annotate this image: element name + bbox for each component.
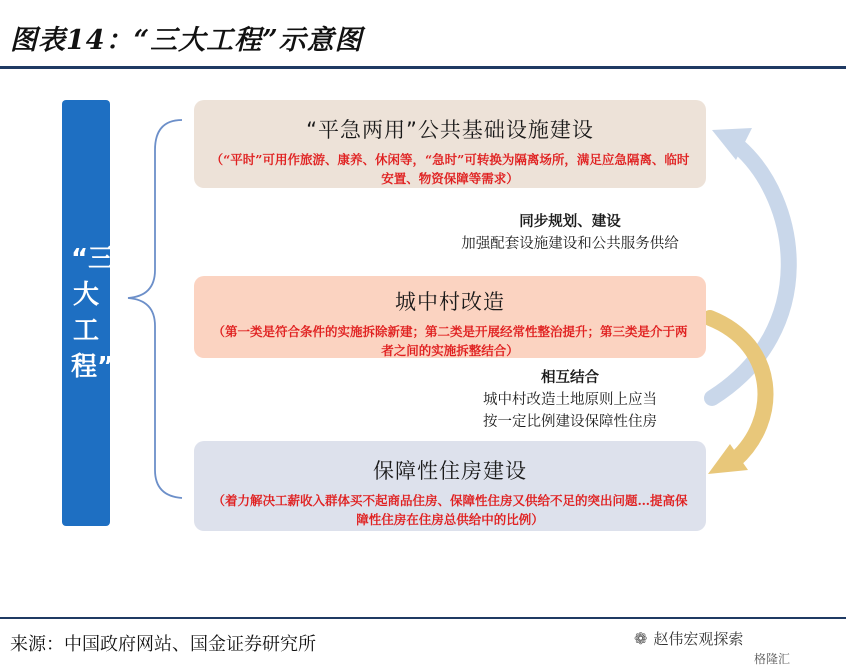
box-title: 保障性住房建设 bbox=[373, 459, 527, 483]
box-note: （第一类是符合条件的实施拆除新建；第二类是开展经常性整治提升；第三类是介于两者之间的实施拆整结合） bbox=[212, 324, 688, 358]
box-urban-village bbox=[194, 276, 706, 358]
brand-sub: 格隆汇 bbox=[754, 652, 791, 666]
side-label: “三大工程” bbox=[71, 244, 115, 382]
box-title: “平急两用”公共基础设施建设 bbox=[306, 118, 594, 142]
link-combine bbox=[440, 367, 700, 433]
wechat-icon: ❁ bbox=[634, 629, 648, 648]
link-text: 按一定比例建设保障性住房 bbox=[483, 414, 657, 430]
box-title: 城中村改造 bbox=[395, 290, 505, 314]
box-note: （“平时”可用作旅游、康养、休闲等，“急时”可转换为隔离场所，满足应急隔离、临时安置、物资保障等需求） bbox=[210, 152, 690, 186]
box-note: （着力解决工薪收入群体买不起商品住房、保障性住房又供给不足的突出问题…提高保障性住房在住房总供给中的比例） bbox=[212, 493, 688, 527]
side-bar bbox=[62, 100, 115, 526]
link-sync bbox=[400, 211, 740, 255]
link-text: 城中村改造土地原则上应当 bbox=[483, 392, 657, 408]
box-affordable-housing bbox=[194, 441, 706, 531]
link-title: 相互结合 bbox=[541, 370, 599, 386]
brand-watermark bbox=[634, 628, 791, 666]
link-title: 同步规划、建设 bbox=[519, 214, 621, 230]
box-public-infrastructure bbox=[194, 100, 706, 188]
brand-name: 赵伟宏观探索 bbox=[653, 630, 744, 648]
link-text: 加强配套设施建设和公共服务供给 bbox=[461, 236, 679, 252]
source-note: 来源：中国政府网站、国金证券研究所 bbox=[10, 634, 316, 655]
brace bbox=[128, 120, 182, 498]
chart-title: 图表14：“三大工程”示意图 bbox=[10, 25, 363, 56]
bottom-rule bbox=[0, 617, 846, 619]
